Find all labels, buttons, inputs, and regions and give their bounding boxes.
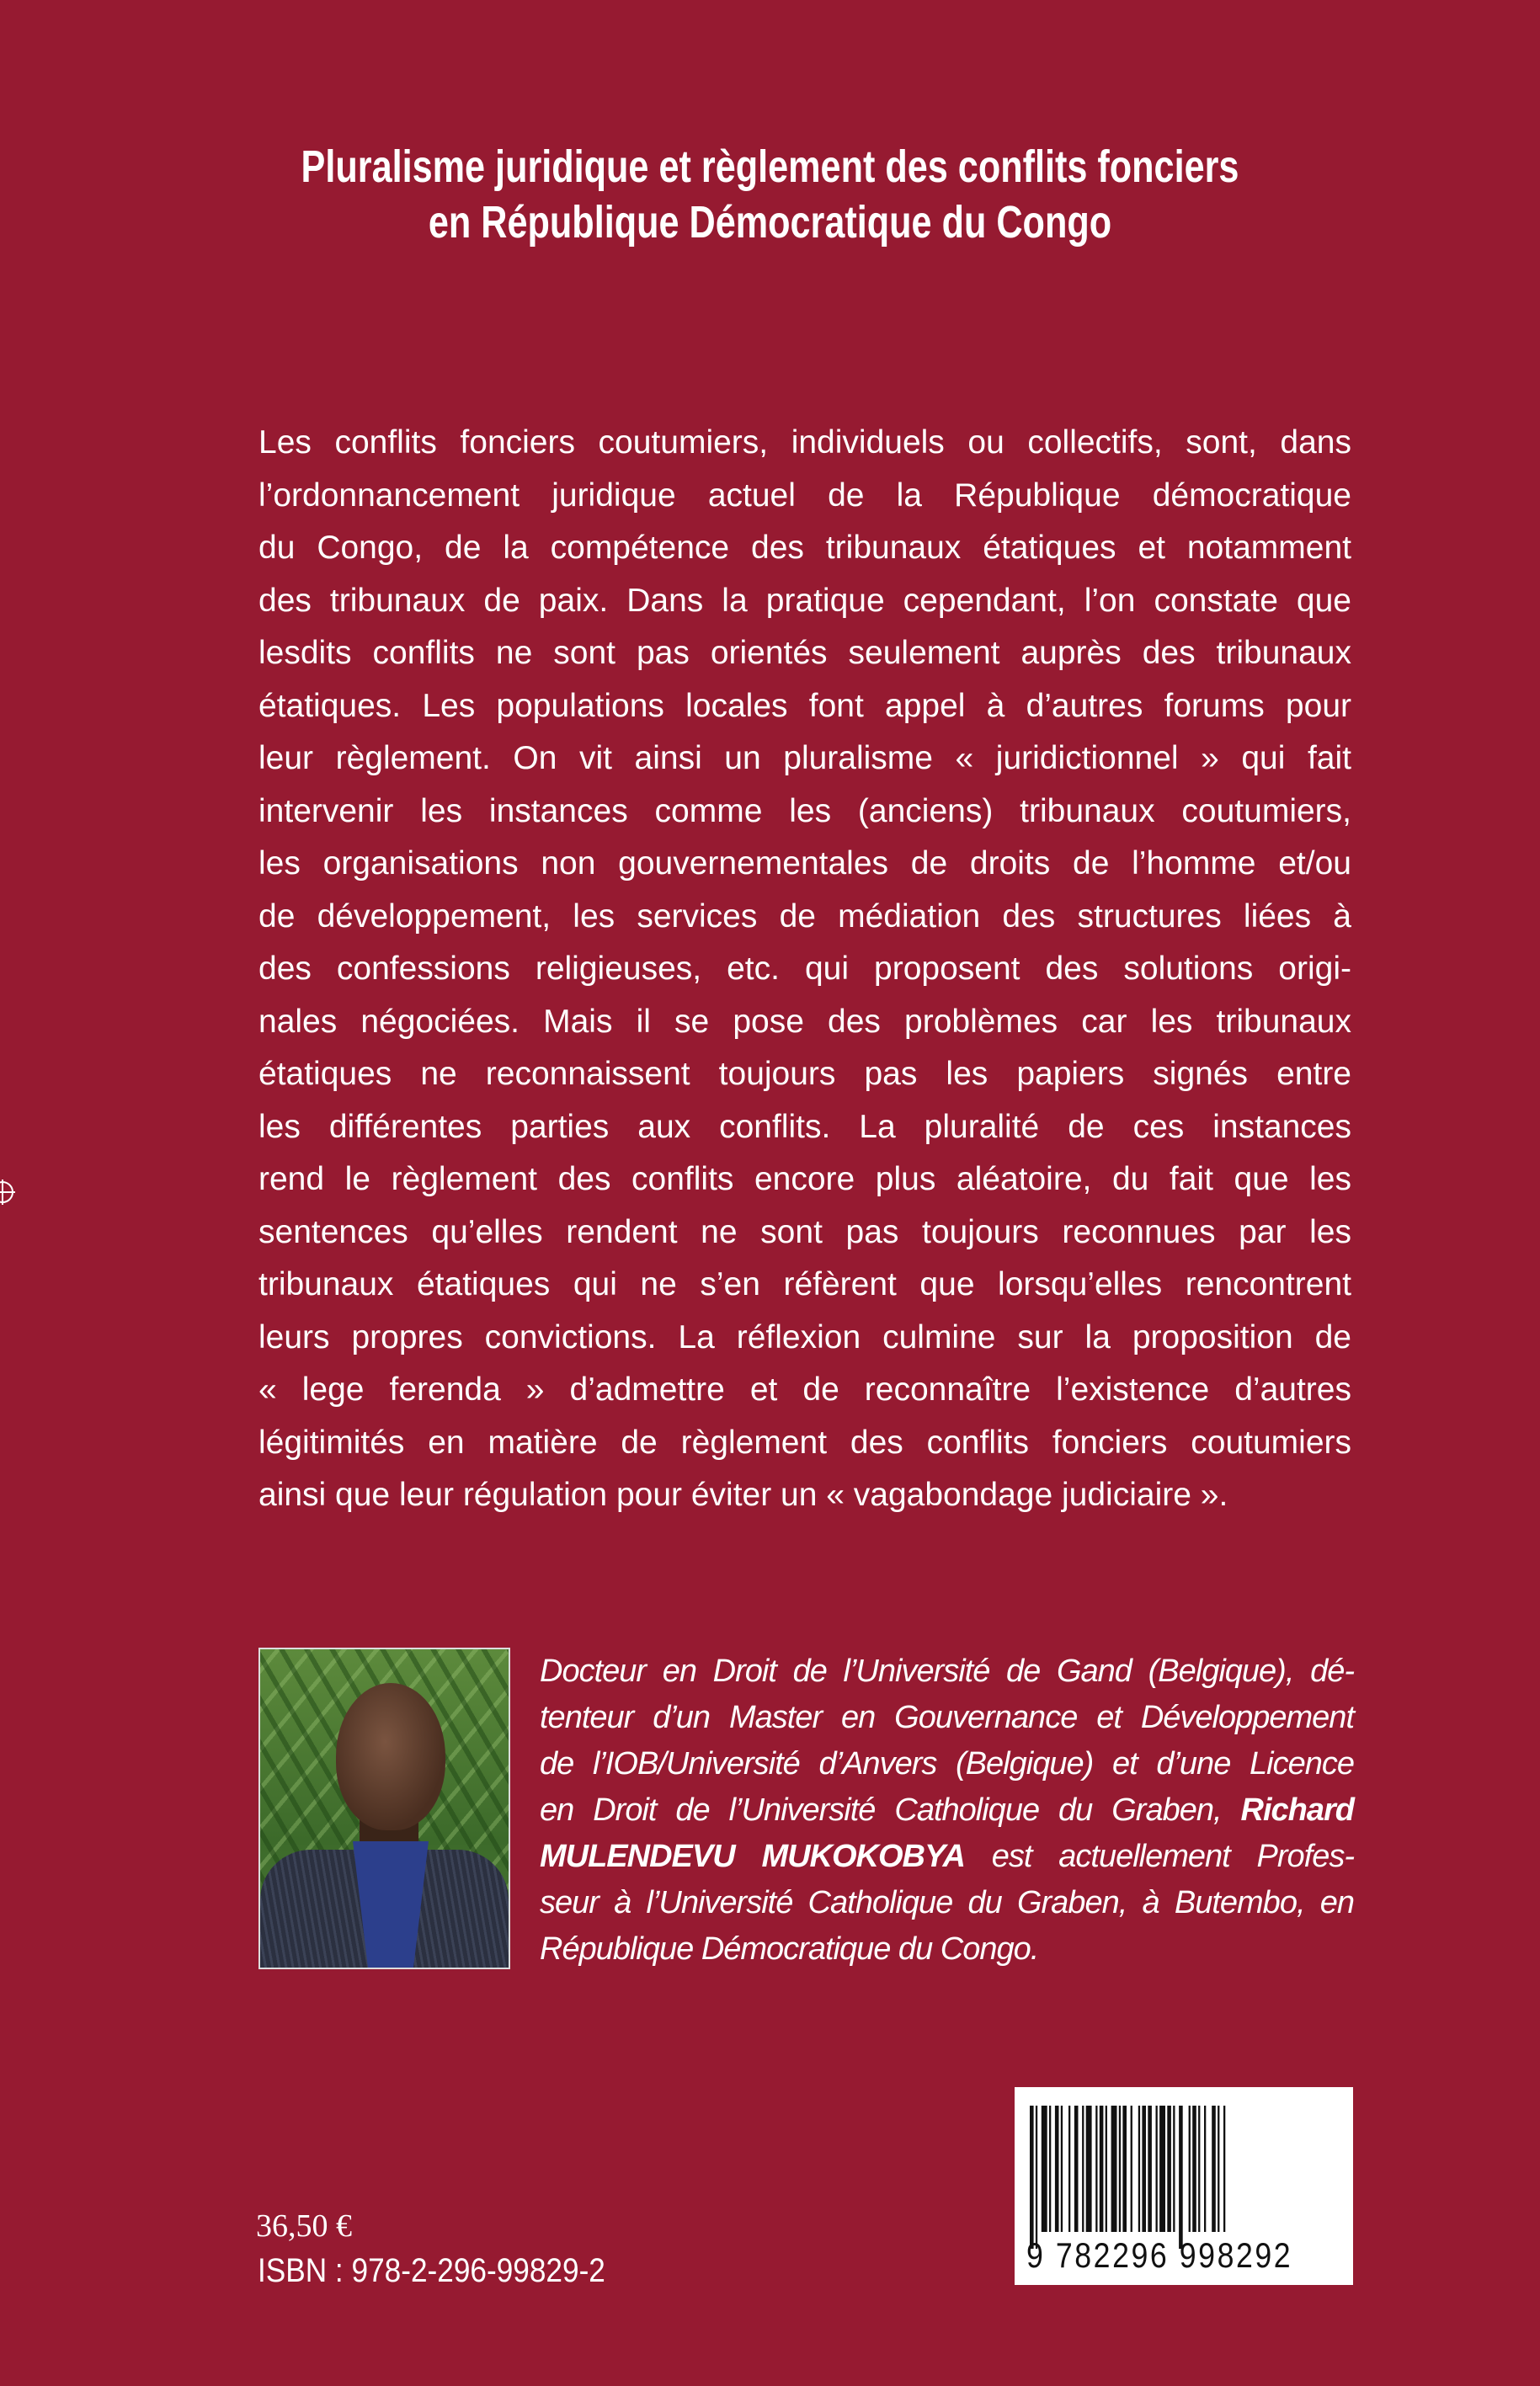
summary-line: leurs propres convictions. La réflexion culmine sur la proposition de <box>258 1318 1351 1355</box>
barcode-bar <box>1122 2106 1127 2232</box>
barcode-bar <box>1189 2106 1191 2232</box>
barcode-bar <box>1156 2106 1158 2232</box>
barcode-bar <box>1119 2106 1121 2232</box>
barcode-bar <box>1212 2106 1216 2232</box>
barcode-bar <box>1030 2106 1034 2249</box>
barcode-bar <box>1218 2106 1219 2232</box>
barcode-bar <box>1204 2106 1206 2232</box>
summary-line: des tribunaux de paix. Dans la pratique cependant, l’on constate que <box>258 582 1351 619</box>
summary-line: les organisations non gouvernementales de droits de l’homme et/ou <box>258 845 1351 881</box>
isbn: ISBN : 978-2-296-99829-2 <box>258 2252 605 2289</box>
barcode-bar <box>1223 2106 1225 2232</box>
summary-line: les différentes parties aux conflits. La pluralité de ces instances <box>258 1108 1351 1145</box>
barcode-bar <box>1148 2106 1152 2232</box>
bio-line <box>540 1787 1354 1834</box>
barcode-bar <box>1179 2106 1183 2249</box>
barcode-bar <box>1167 2106 1171 2232</box>
barcode-bar <box>1173 2106 1175 2232</box>
summary-line: intervenir les instances comme les (anciens) tribunaux coutumiers, <box>258 792 1351 829</box>
summary-line: leur règlement. On vit ainsi un pluralisme « juridictionnel » qui fait <box>258 740 1351 776</box>
barcode-bar <box>1138 2106 1140 2232</box>
bio-text: en Droit de l’Université Catholique du Graben, <box>540 1792 1241 1828</box>
title-line-2: en République Démocratique du Congo <box>428 197 1112 248</box>
summary-line: « lege ferenda » d’admettre et de reconnaître l’existence d’autres <box>258 1371 1351 1408</box>
summary-line: des confessions religieuses, etc. qui proposent des solutions origi- <box>258 951 1351 987</box>
author-first-name: Richard <box>1240 1792 1354 1828</box>
barcode-bar <box>1131 2106 1132 2232</box>
price: 36,50 € <box>256 2208 352 2244</box>
summary-line: du Congo, de la compétence des tribunaux étatiques et notamment <box>258 530 1351 566</box>
barcode-bar <box>1055 2106 1059 2232</box>
barcode-bar <box>1042 2106 1047 2232</box>
summary-line: ainsi que leur régulation pour éviter un « vagabondage judiciaire ». <box>258 1477 1228 1513</box>
summary-line: tribunaux étatiques qui ne s’en réfèrent que lorsqu’elles rencontrent <box>258 1266 1351 1302</box>
barcode-bar <box>1095 2106 1097 2232</box>
barcode-bar <box>1061 2106 1063 2232</box>
summary-line: l’ordonnancement juridique actuel de la République démocratique <box>258 477 1351 514</box>
barcode-bar <box>1111 2106 1117 2232</box>
summary-line: étatiques. Les populations locales font appel à d’autres forums pour <box>258 687 1351 724</box>
barcode-bar <box>1082 2106 1084 2232</box>
bio-line: de l’IOB/Université d’Anvers (Belgique) et d’une Licence <box>540 1746 1354 1782</box>
barcode-bar <box>1036 2106 1037 2249</box>
bio-line: tenteur d’un Master en Gouvernance et Développement <box>540 1700 1354 1735</box>
barcode-bar <box>1106 2106 1107 2232</box>
barcode-bar <box>1198 2106 1200 2232</box>
title-line-1: Pluralisme juridique et règlement des conflits fonciers <box>301 141 1239 192</box>
book-summary <box>258 417 1351 1522</box>
barcode-bar <box>1049 2106 1051 2232</box>
bio-text: est actuellement Profes- <box>964 1839 1354 1874</box>
summary-line: sentences qu’elles rendent ne sont pas toujours reconnues par les <box>258 1213 1351 1250</box>
summary-line: rend le règlement des conflits encore plus aléatoire, du fait que les <box>258 1161 1351 1197</box>
barcode-number: 9 782296 998292 <box>1026 2235 1293 2275</box>
summary-line: Les conflits fonciers coutumiers, individuels ou collectifs, sont, dans <box>258 424 1351 461</box>
summary-line: légitimités en matière de règlement des conflits fonciers coutumiers <box>258 1424 1351 1461</box>
barcode-bar <box>1074 2106 1079 2232</box>
bio-line: République Démocratique du Congo. <box>540 1931 1039 1967</box>
bio-line: Docteur en Droit de l’Université de Gand (Belgique), dé- <box>540 1654 1354 1689</box>
summary-line: étatiques ne reconnaissent toujours pas les papiers signés entre <box>258 1056 1351 1092</box>
barcode-bar <box>1068 2106 1070 2232</box>
barcode-bar <box>1086 2106 1092 2232</box>
book-title <box>0 139 1540 250</box>
barcode-bar <box>1192 2106 1196 2232</box>
barcode-bar <box>1159 2106 1165 2232</box>
author-photo <box>258 1648 510 1969</box>
summary-line: de développement, les services de médiation des structures liées à <box>258 897 1351 935</box>
barcode-bar <box>1100 2106 1104 2232</box>
bio-line <box>540 1834 1354 1880</box>
author-last-name: MULENDEVU MUKOKOBYA <box>540 1839 965 1874</box>
author-bio <box>540 1648 1354 1973</box>
barcode-bars <box>1030 2106 1338 2249</box>
summary-line: lesdits conflits ne sont pas orientés seulement auprès des tribunaux <box>258 635 1351 671</box>
registration-mark-icon <box>0 1181 13 1203</box>
summary-line: nales négociées. Mais il se pose des problèmes car les tribunaux <box>258 1003 1351 1040</box>
bio-line: seur à l’Université Catholique du Graben, à Butembo, en <box>540 1885 1354 1920</box>
barcode-bar <box>1142 2106 1146 2232</box>
barcode <box>1015 2087 1353 2285</box>
